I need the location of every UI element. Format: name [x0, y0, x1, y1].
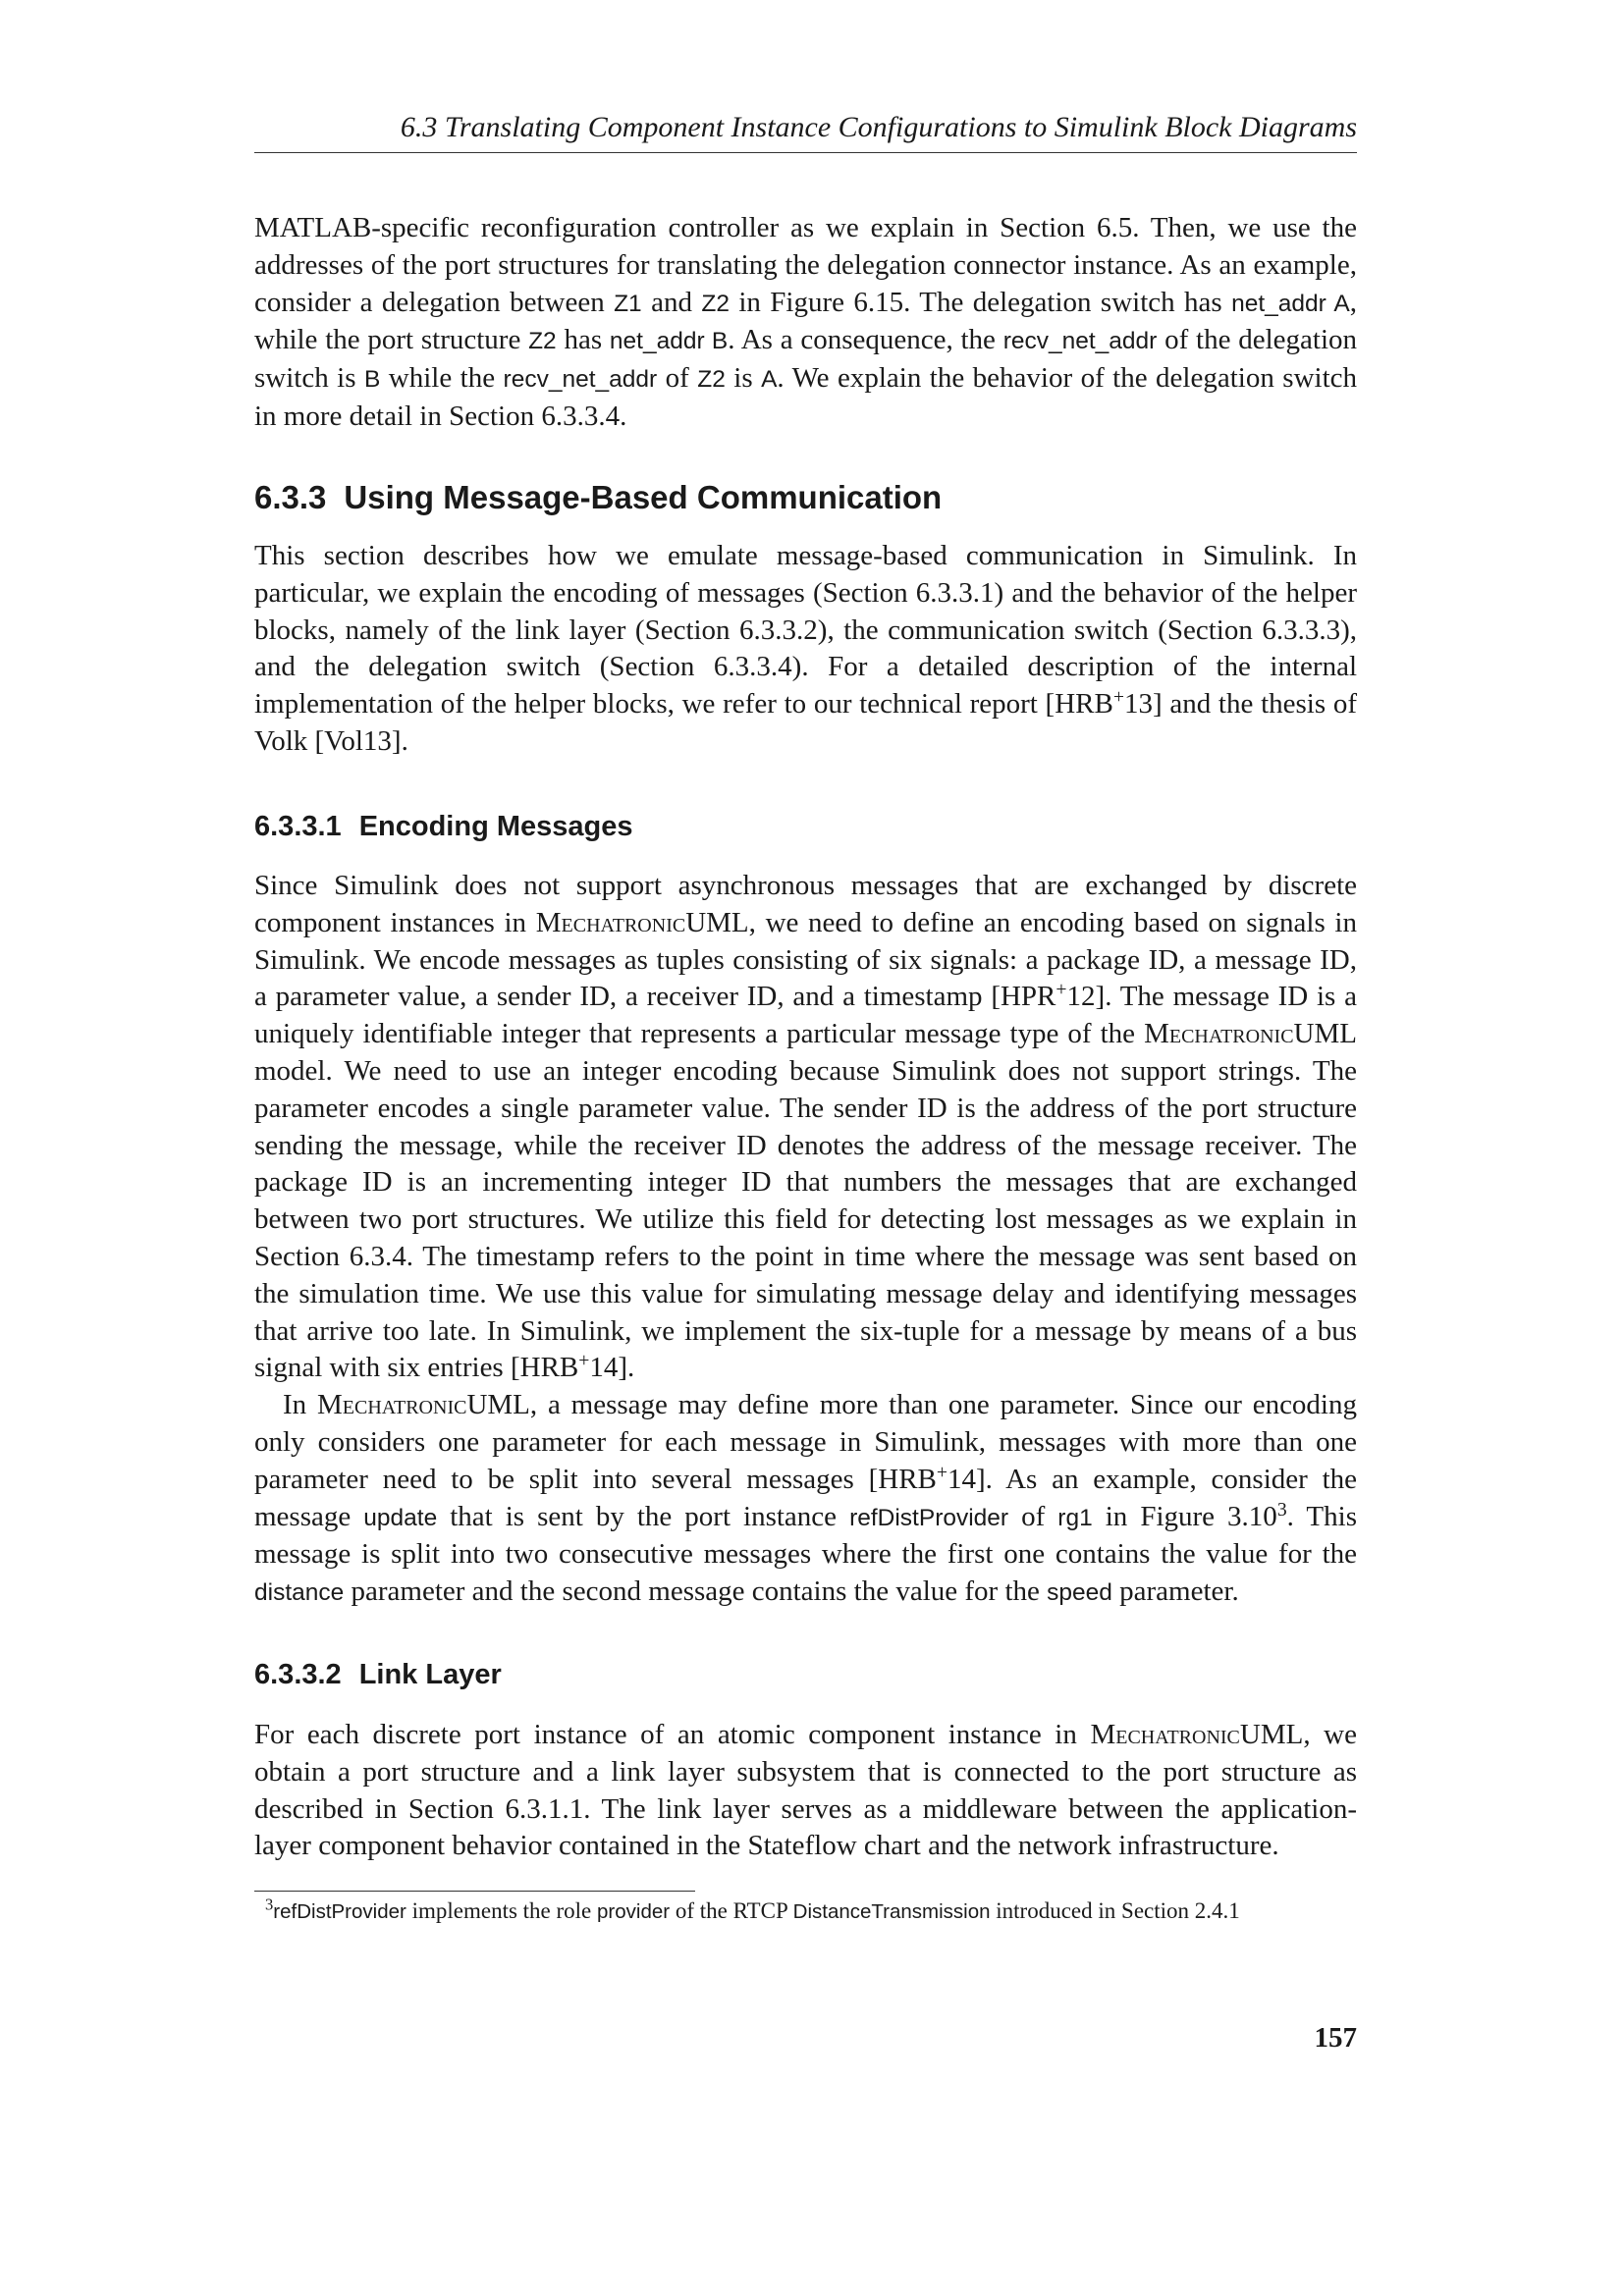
encoding-paragraph-2: In MechatronicUML, a message may define more than one parameter. Since our encoding only considers one parameter for each message in Simulink, messages with more than one parameter need to be split into several messages [HRB+14]. As an example, consider the message update that is sent by the port instance refDistProvider of rg1 in Figure 3.10$^3$. This message is split into two consecutive messages where the first one contains the value for the distance parameter and the second message contains the value for the speed parameter. [254, 1389, 1358, 1608]
link-layer-paragraph: For each discrete port instance of an atomic component instance in MechatronicUML, we obtain a port structure and a link layer subsystem that is connected to the port structure as described in Section 6.3.1.1. The link layer serves as a middleware between the application-layer component behavior contained in the Stateflow chart and the network infrastructure. [254, 1719, 1357, 1862]
subsection-title: Link Layer [358, 1659, 502, 1690]
subsection-number: 6.3.3.2 [254, 1659, 342, 1690]
footnote: $^3$refDistProvider implements the role provider of the RTCP DistanceTransmission introduced in Section 2.4.1 [265, 1895, 1240, 1923]
section-heading-6-3-3-2 [254, 1657, 1357, 1692]
section-6-3-3-paragraph: This section describes how we emulate message-based communication in Simulink. In particular, we explain the encoding of messages (Section 6.3.3.1) and the behavior of the helper blocks, namely of the link layer (Section 6.3.3.2), the communication switch (Section 6.3.3.3), and the delegation switch (Section 6.3.3.4). For a detailed description of the internal implementation of the helper blocks, we refer to our technical report [HRB+13] and the thesis of Volk [Vol13]. [254, 540, 1358, 757]
page-number: 157 [1314, 2022, 1357, 2054]
header-rule [254, 152, 1357, 153]
intro-block [254, 210, 1357, 436]
running-header: 6.3 Translating Component Instance Configurations to Simulink Block Diagrams [400, 111, 1357, 143]
section-6-3-3-body [254, 538, 1357, 761]
section-heading-6-3-3 [254, 478, 1357, 517]
section-6-3-3-1-body [254, 868, 1357, 1612]
footnote-rule [254, 1891, 695, 1892]
intro-paragraph: MATLAB-specific reconfiguration controller as we explain in Section 6.5. Then, we use the addresses of the port structures for translating the delegation connector instance. As an example, consider a delegation between Z1 and Z2 in Figure 6.15. The delegation switch has net_addr A, while the port structure Z2 has net_addr B. As a consequence, the recv_net_addr of the delegation switch is B while the recv_net_addr of Z2 is A. We explain the behavior of the delegation switch in more detail in Section 6.3.3.4. [254, 212, 1358, 432]
section-title: Using Message-Based Communication [344, 479, 943, 515]
section-number: 6.3.3 [254, 479, 327, 515]
encoding-paragraph-1: Since Simulink does not support asynchronous messages that are exchanged by discrete component instances in MechatronicUML, we need to define an encoding based on signals in Simulink. We encode messages as tuples consisting of six signals: a package ID, a message ID, a parameter value, a sender ID, a receiver ID, and a timestamp [HPR+12]. The message ID is a uniquely identifiable integer that represents a particular message type of the MechatronicUML model. We need to use an integer encoding because Simulink does not support strings. The parameter encodes a single parameter value. The sender ID is the address of the port structure sending the message, while the receiver ID denotes the address of the message receiver. The package ID is an incrementing integer ID that numbers the messages that are exchanged between two port structures. We utilize this field for detecting lost messages as we explain in Section 6.3.4. The timestamp refers to the point in time where the message was sent based on the simulation time. We use this value for simulating message delay and identifying messages that arrive too late. In Simulink, we implement the six-tuple for a message by means of a bus signal with six entries [HRB+14]. [254, 870, 1357, 1384]
subsection-title: Encoding Messages [358, 811, 633, 842]
section-6-3-3-2-body [254, 1717, 1357, 1865]
subsection-number: 6.3.3.1 [254, 811, 342, 842]
section-heading-6-3-3-1 [254, 809, 1357, 844]
